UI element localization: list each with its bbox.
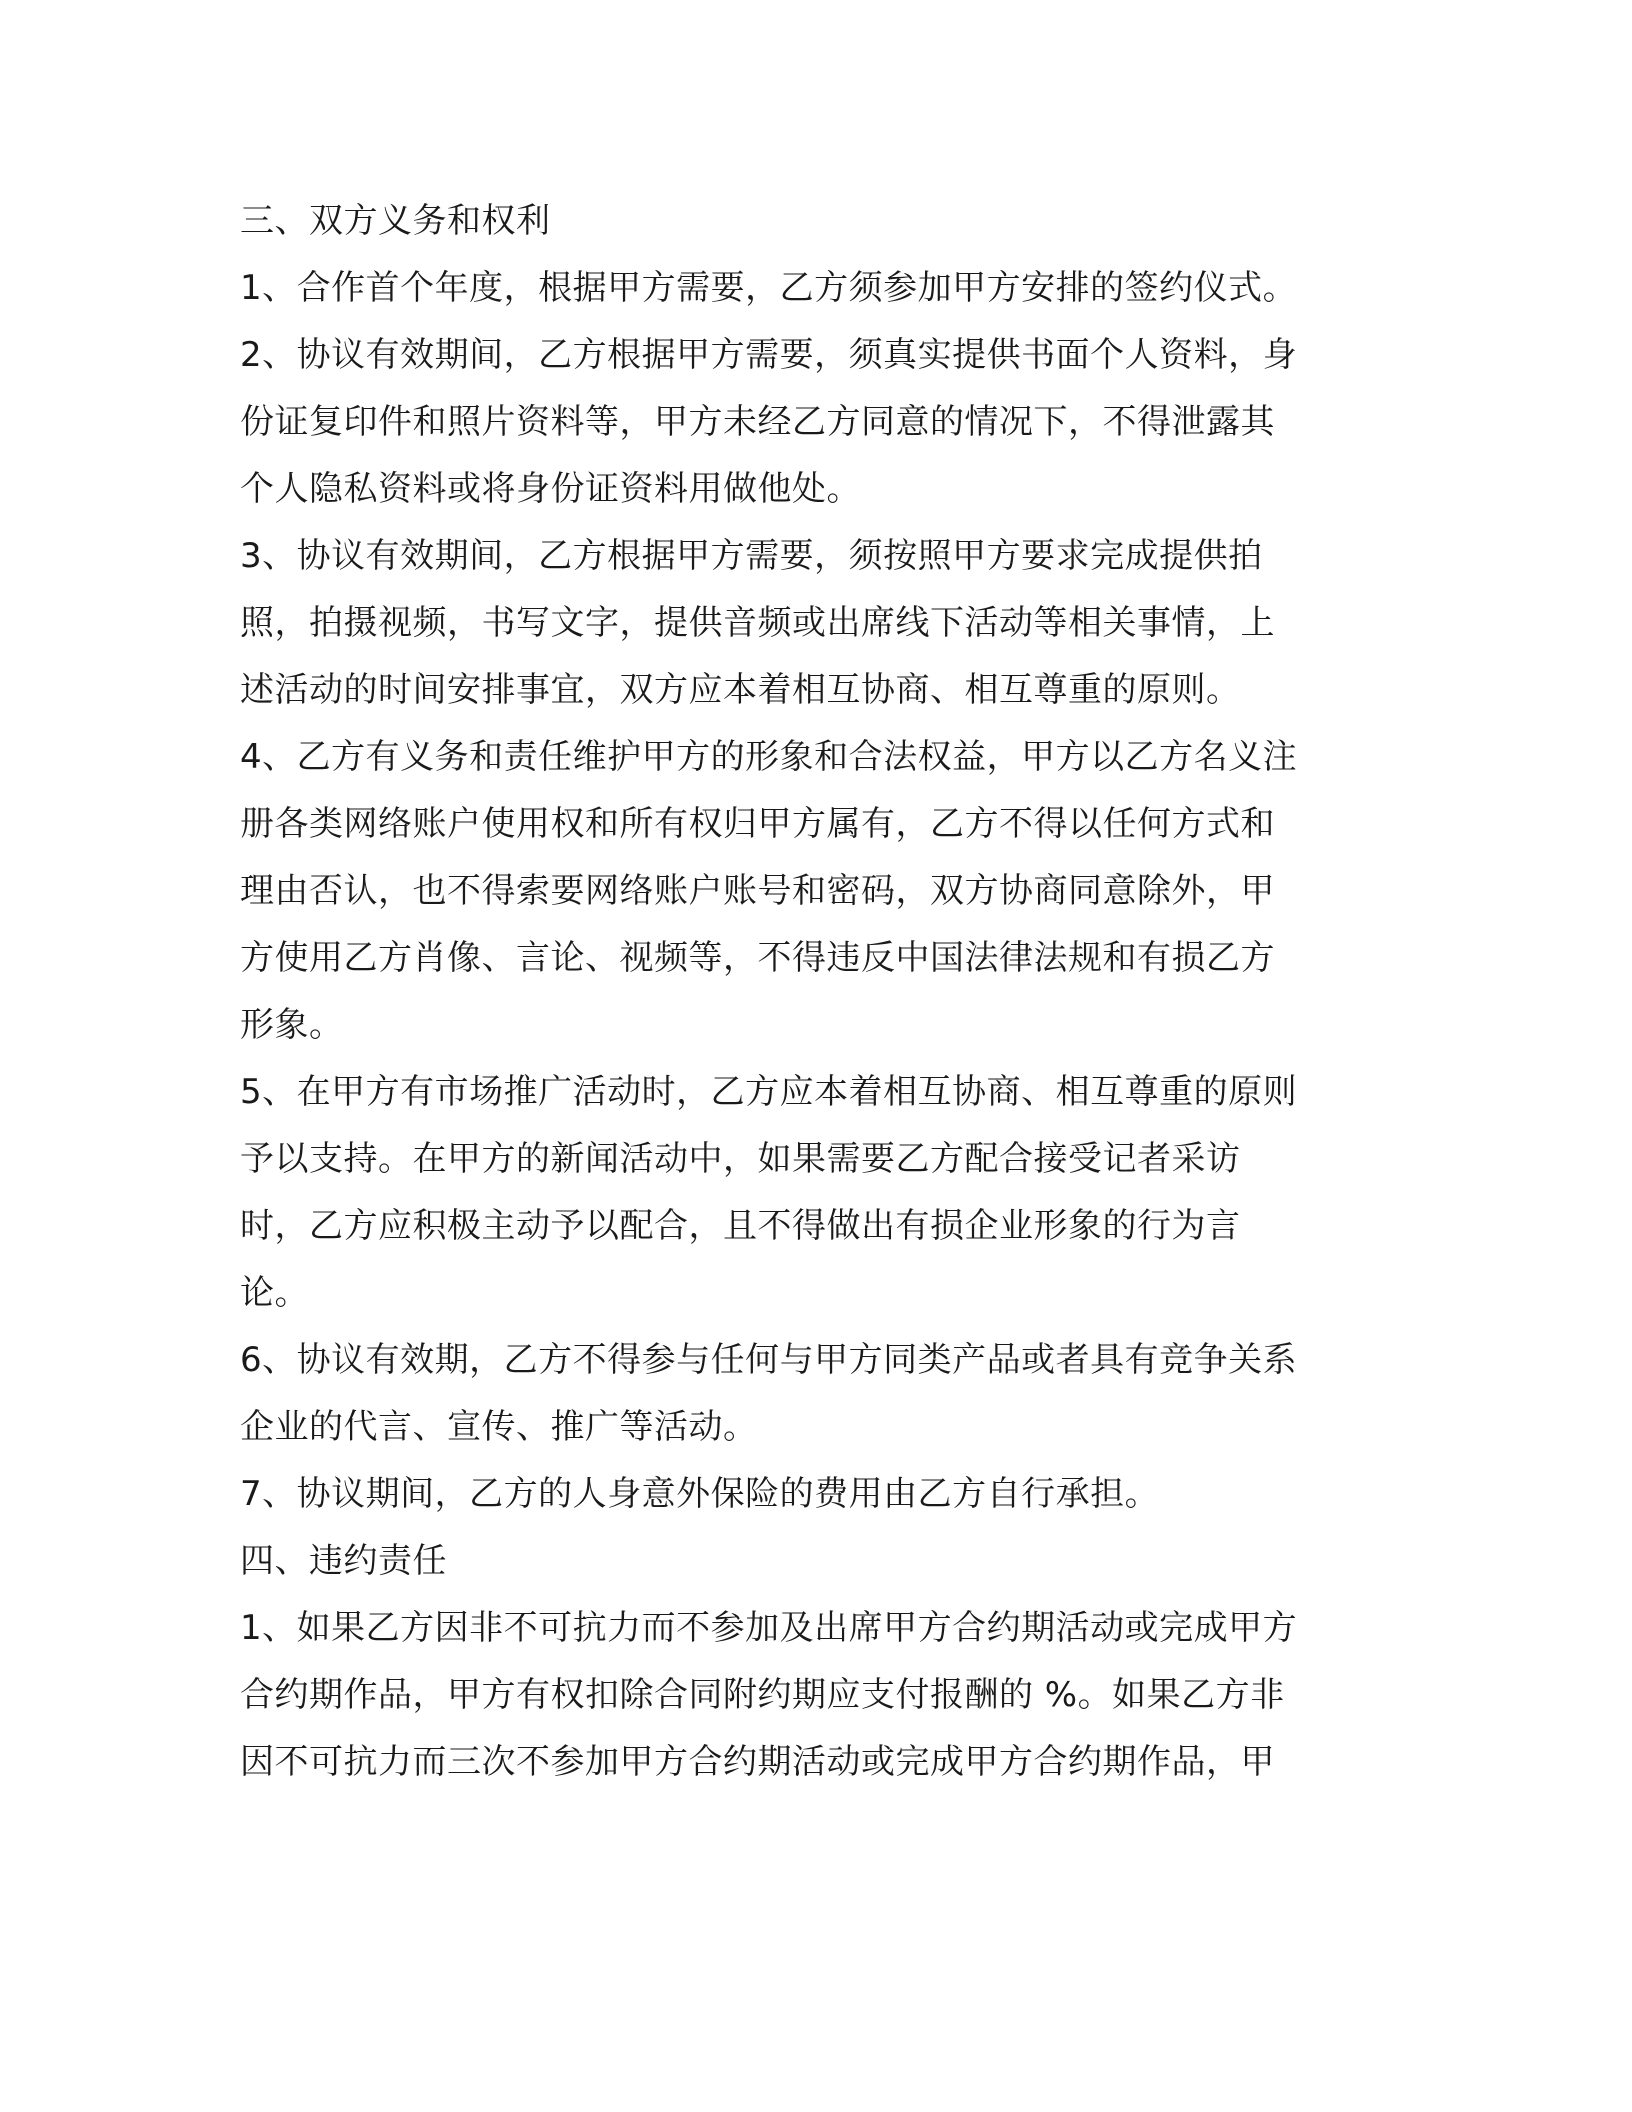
section-heading-liability: 四、违约责任 [240, 1541, 447, 1581]
document-body [240, 188, 1380, 1796]
text-line: 合约期作品，甲方有权扣除合同附约期应支付报酬的 %。如果乙方非 [240, 1675, 1285, 1715]
text-line: 1、如果乙方因非不可抗力而不参加及出席甲方合约期活动或完成甲方 [240, 1608, 1298, 1648]
section-heading-obligations: 三、双方义务和权利 [240, 201, 551, 241]
text-line: 册各类网络账户使用权和所有权归甲方属有，乙方不得以任何方式和 [240, 804, 1275, 844]
text-line: 1、合作首个年度，根据甲方需要，乙方须参加甲方安排的签约仪式。 [240, 268, 1298, 308]
text-line: 2、协议有效期间，乙方根据甲方需要，须真实提供书面个人资料，身 [240, 335, 1298, 375]
text-line: 予以支持。在甲方的新闻活动中，如果需要乙方配合接受记者采访 [240, 1139, 1241, 1179]
text-line: 形象。 [240, 1005, 344, 1045]
text-line: 方使用乙方肖像、言论、视频等，不得违反中国法律法规和有损乙方 [240, 938, 1275, 978]
text-line: 理由否认，也不得索要网络账户账号和密码，双方协商同意除外，甲 [240, 871, 1275, 911]
text-line: 3、协议有效期间，乙方根据甲方需要，须按照甲方要求完成提供拍 [240, 536, 1263, 576]
text-line: 份证复印件和照片资料等，甲方未经乙方同意的情况下，不得泄露其 [240, 402, 1275, 442]
text-line: 个人隐私资料或将身份证资料用做他处。 [240, 469, 861, 509]
text-line: 时，乙方应积极主动予以配合，且不得做出有损企业形象的行为言 [240, 1206, 1241, 1246]
text-line: 因不可抗力而三次不参加甲方合约期活动或完成甲方合约期作品，甲 [240, 1742, 1275, 1782]
text-line: 7、协议期间，乙方的人身意外保险的费用由乙方自行承担。 [240, 1474, 1160, 1514]
text-line: 5、在甲方有市场推广活动时，乙方应本着相互协商、相互尊重的原则 [240, 1072, 1298, 1112]
text-line: 照，拍摄视频，书写文字，提供音频或出席线下活动等相关事情，上 [240, 603, 1275, 643]
text-line: 述活动的时间安排事宜，双方应本着相互协商、相互尊重的原则。 [240, 670, 1241, 710]
text-line: 6、协议有效期，乙方不得参与任何与甲方同类产品或者具有竞争关系 [240, 1340, 1298, 1380]
text-line: 4、乙方有义务和责任维护甲方的形象和合法权益，甲方以乙方名义注 [240, 737, 1298, 777]
text-line: 论。 [240, 1273, 309, 1313]
text-line: 企业的代言、宣传、推广等活动。 [240, 1407, 758, 1447]
